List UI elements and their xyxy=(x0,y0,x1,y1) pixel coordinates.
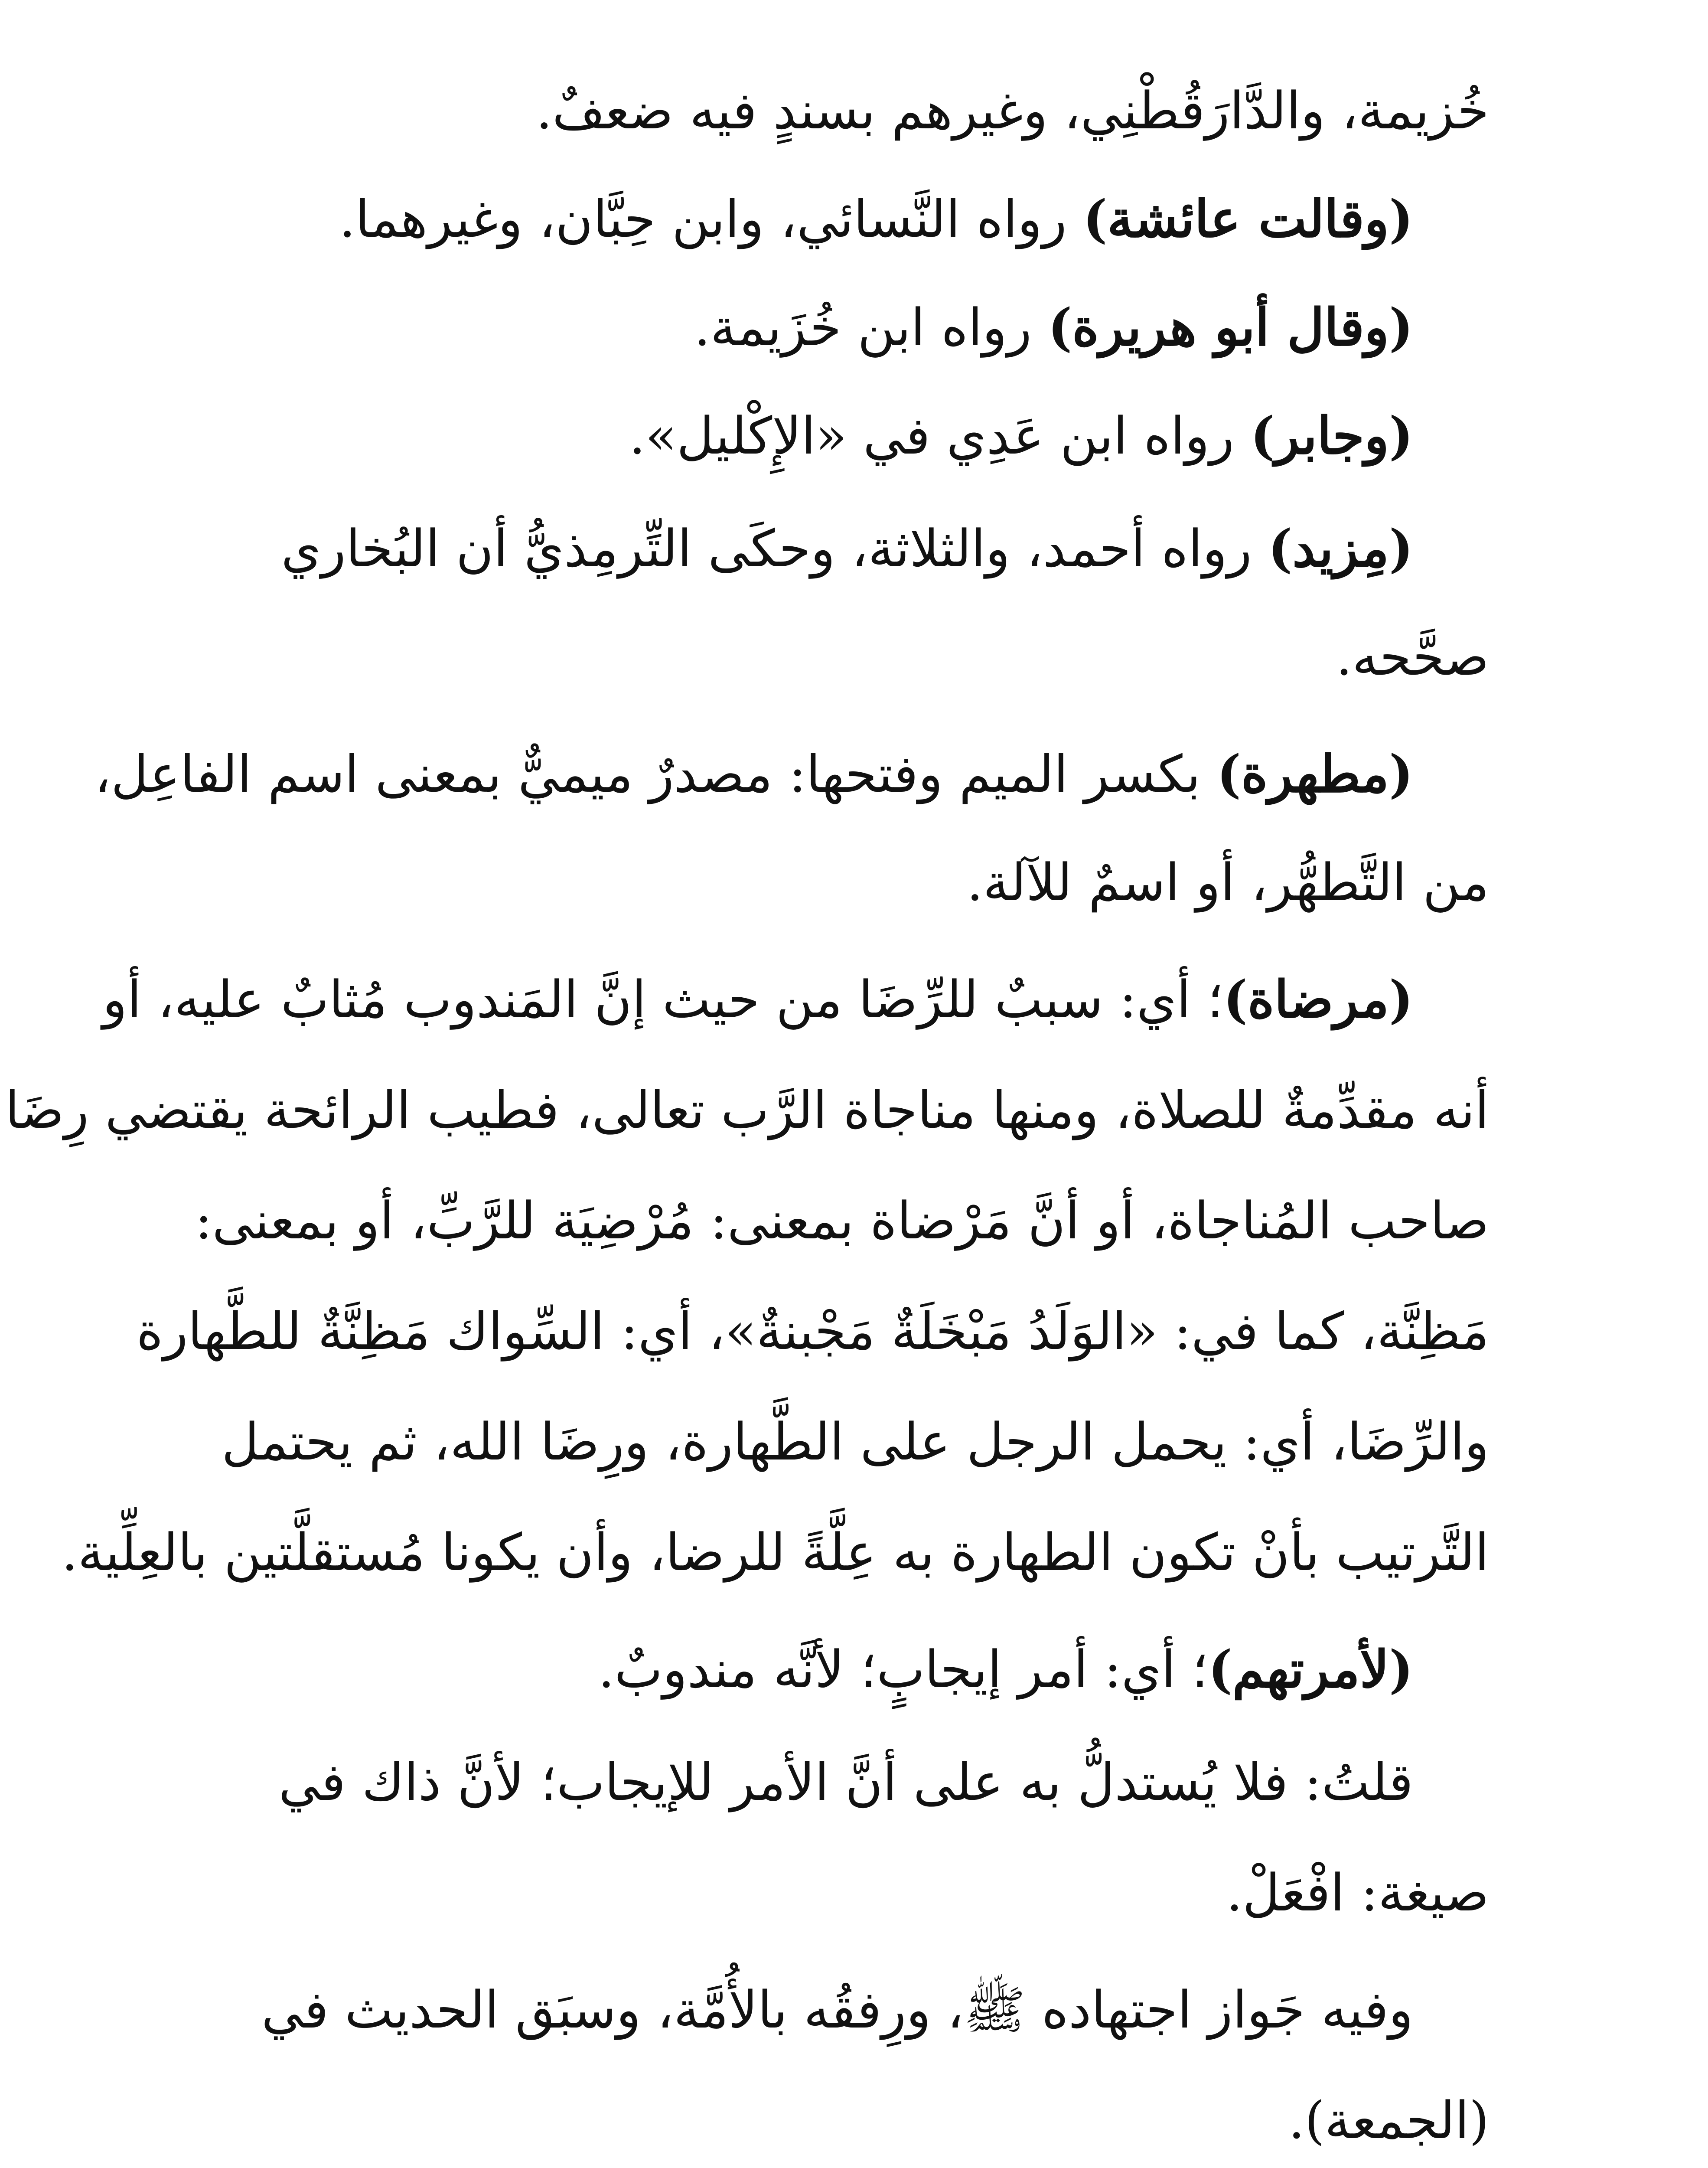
line-text: بكسر الميم وفتحها: مصدرٌ ميميٌّ بمعنى اسم الفاعِل، xyxy=(94,744,1217,804)
text-line-19 xyxy=(219,2086,1489,2155)
line-text: من التَّطهُّر، أو اسمٌ للآلة. xyxy=(967,852,1489,912)
line-text: صاحب المُناجاة، أو أنَّ مَرْضاة بمعنى: مُرْضِيَة للرَّبِّ، أو بمعنى: xyxy=(195,1191,1489,1251)
line-text: صحَّحه. xyxy=(1336,627,1489,687)
bold-term: (مِزيد) xyxy=(1268,518,1413,578)
text-line-9 xyxy=(102,965,1413,1034)
line-text: مَظِنَّة، كما في: «الوَلَدُ مَبْخَلَةٌ مَجْبنةٌ»، أي: السِّواك مَظِنَّةٌ للطَّهارة xyxy=(136,1301,1489,1361)
text-line-5 xyxy=(219,514,1413,583)
text-line-12 xyxy=(136,1296,1489,1366)
text-line-2 xyxy=(143,184,1413,254)
line-text: وفيه جَواز اجتهاده ﷺ، ورِفقُه بالأُمَّة، وسبَق الحديث في xyxy=(261,1980,1413,2040)
bold-term: (مرضاة) xyxy=(1223,969,1413,1029)
line-text: رواه النَّسائي، وابن حِبَّان، وغيرهما. xyxy=(339,189,1083,249)
text-line-1 xyxy=(219,76,1489,145)
line-text: قلتُ: فلا يُستدلُّ به على أنَّ الأمر للإيجاب؛ لأنَّ ذاك في xyxy=(278,1752,1413,1812)
text-line-6 xyxy=(219,622,1489,692)
line-text: ؛ أي: سببٌ للرِّضَا من حيث إنَّ المَندوب مُثابٌ عليه، أو xyxy=(102,970,1224,1029)
text-line-11 xyxy=(195,1186,1489,1255)
line-text: (الجمعة). xyxy=(1288,2090,1489,2150)
text-line-13 xyxy=(219,1407,1489,1476)
bold-term: (وجابر) xyxy=(1250,405,1413,466)
line-text: خُزيمة، والدَّارَقُطْنِي، وغيرهم بسندٍ فيه ضعفٌ. xyxy=(536,81,1489,140)
line-text: ؛ أي: أمر إيجابٍ؛ لأنَّه مندوبٌ. xyxy=(598,1639,1208,1699)
text-line-8 xyxy=(219,848,1489,917)
text-line-3 xyxy=(143,293,1413,362)
line-text: رواه ابن خُزَيمة. xyxy=(694,297,1048,357)
line-text: أنه مقدِّمةٌ للصلاة، ومنها مناجاة الرَّب تعالى، فطيب الرائحة يقتضي رِضَا xyxy=(5,1080,1489,1140)
text-line-18 xyxy=(219,1975,1413,2044)
text-line-14 xyxy=(62,1518,1489,1587)
bold-term: (وقال أبو هريرة) xyxy=(1048,297,1413,357)
text-line-17 xyxy=(219,1858,1489,1927)
bold-term: (لأمرتهم) xyxy=(1208,1639,1413,1699)
text-line-7 xyxy=(94,739,1413,809)
text-line-16 xyxy=(219,1747,1413,1817)
text-line-15 xyxy=(219,1635,1413,1704)
line-text: والرِّضَا، أي: يحمل الرجل على الطَّهارة، ورِضَا الله، ثم يحتمل xyxy=(222,1412,1489,1472)
line-text: صيغة: افْعَلْ. xyxy=(1226,1863,1489,1923)
line-text: التَّرتيب بأنْ تكون الطهارة به عِلَّةً للرضا، وأن يكونا مُستقلَّتين بالعِلِّية. xyxy=(62,1522,1489,1582)
bold-term: (مطهرة) xyxy=(1217,744,1413,804)
line-text: رواه أحمد، والثلاثة، وحكَى التِّرمِذيُّ أن البُخاري xyxy=(281,519,1268,578)
line-text: رواه ابن عَدِي في «الإِكْليل». xyxy=(629,406,1251,466)
text-line-10 xyxy=(5,1075,1489,1145)
bold-term: (وقالت عائشة) xyxy=(1083,189,1413,249)
text-line-4 xyxy=(143,401,1413,470)
